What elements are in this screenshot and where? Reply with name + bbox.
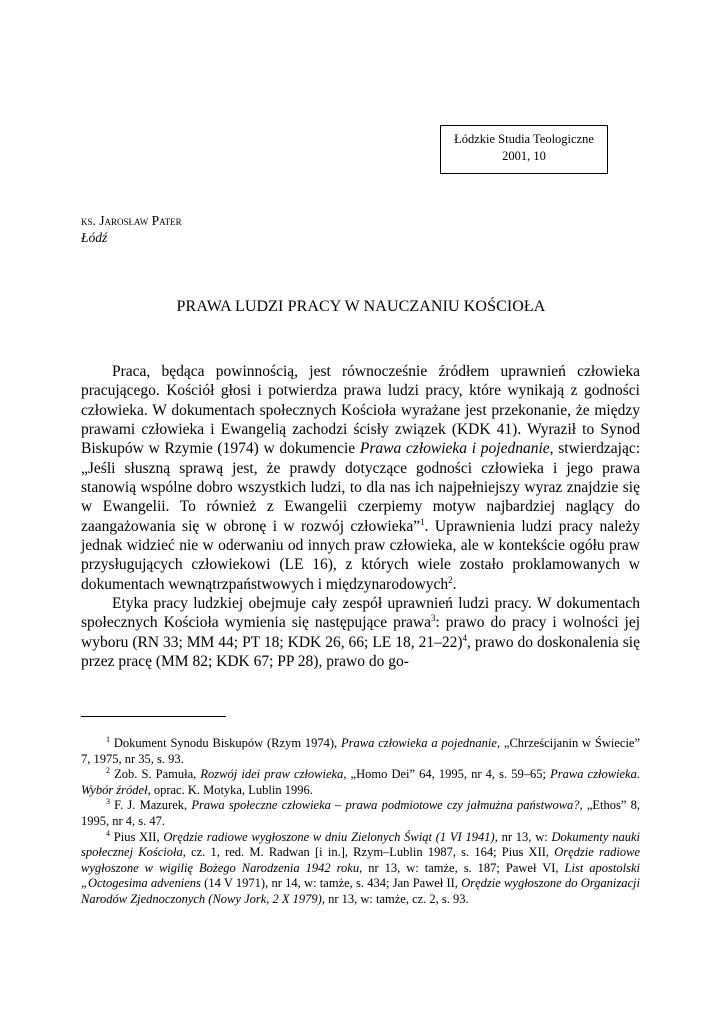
footnote-4-number: 4 (106, 828, 110, 838)
article-body (81, 362, 640, 672)
footnote-3-title: Prawa społeczne człowieka – prawa podmiotowe czy jałmużna państwowa? (191, 798, 580, 813)
journal-citation-box (440, 125, 608, 174)
journal-name: Łódzkie Studia Teologiczne (454, 132, 594, 146)
paragraph-1-text-b: , stwierdzając: „Jeśli słuszną sprawą jest, że prawdy dotyczące godności człowieka i jego prawa stanowią wspólne dobro wszystkich ludzi, to dla nas ich najpełniejszy wyraz znajdzie się w Ewangelii. To również z Ewangelii czerpiemy motyw najbardziej naglący do zaangażowania się w obronę i w rozwój człowieka” (81, 440, 641, 535)
footnote-2-text-c: , oprac. K. Motyka, Lublin 1996. (147, 782, 313, 797)
paragraph-1-text-d: . (452, 575, 457, 593)
author-place: Łódź (81, 230, 108, 245)
author-block (81, 212, 182, 246)
journal-year-issue: 2001, 10 (502, 149, 546, 163)
paragraph-1-document-title: Prawa człowieka i pojednanie (359, 440, 550, 458)
paragraph-2-text-a: Etyka pracy ludzkiej obejmuje cały zespół uprawnień ludzi pracy. W dokumentach społecznych Kościoła wymienia się następujące prawa (81, 595, 640, 632)
footnotes (81, 736, 640, 908)
footnote-4-text-b: , nr 13, w: (494, 829, 552, 844)
footnote-separator (81, 716, 226, 717)
footnote-4-text-d: , nr 13, w: tamże, s. 187; Paweł VI, (359, 860, 565, 875)
footnote-ref-3[interactable]: 3 (431, 613, 436, 624)
paragraph-1 (81, 362, 640, 594)
footnote-1-title: Prawa człowieka a pojednanie (341, 736, 497, 750)
footnote-ref-4[interactable]: 4 (462, 632, 467, 643)
paragraph-2 (81, 594, 640, 671)
paragraph-1-text-c: . Uprawnienia ludzi pracy należy jednak widzieć nie w oderwaniu od innych praw człowieka, ale w kontekście ogółu praw przysługujących człowiekowi (LE 16), z których wiele zostało proklamowanych w dokumentach wewnątrzpaństwowych i międzynarodowych (81, 517, 640, 593)
author-name-line (81, 212, 182, 229)
footnote-4-title-2: Dokumenty nauki społecznej Kościoła (81, 829, 640, 860)
footnote-2-title-2: Prawa człowieka. Wybór źródeł (81, 767, 640, 797)
footnote-4-title-3: Orędzie radiowe wygłoszone w wigilię Bożego Narodzenia 1942 roku (81, 845, 640, 875)
paragraph-2-text-b: : prawo do pracy i wolności jej wyboru (RN 33; MM 44; PT 18; KDK 26, 66; LE 18, 21–22) (81, 614, 641, 651)
footnote-ref-2[interactable]: 2 (448, 574, 453, 585)
footnote-2 (81, 767, 640, 798)
footnote-4-text-e: (14 V 1971), nr 14, w: tamże, s. 434; Jan Paweł II, (200, 876, 462, 891)
footnote-4-title-1: Orędzie radiowe wygłoszone w dniu Zielonych Świąt (1 VI 1941) (163, 829, 495, 844)
author-prefix: ks. (81, 213, 100, 228)
footnote-4-text-c: , cz. 1, red. M. Radwan [i in.], Rzym–Lublin 1987, s. 164; Pius XII, (182, 845, 555, 860)
footnote-3-number: 3 (106, 797, 110, 807)
footnote-3-text-a: F. J. Mazurek, (110, 798, 192, 813)
paragraph-2-text-c: , prawo do doskonalenia się przez pracę (MM 82; KDK 67; PP 28), prawo do go- (81, 633, 640, 671)
footnote-1-number: 1 (106, 734, 110, 744)
footnote-4-title-5: Orędzie wygłoszone do Organizacji Narodów Zjednoczonych (Nowy Jork, 2 X 1979) (81, 876, 640, 906)
footnote-2-text-a: Zob. S. Pamuła, (110, 767, 201, 782)
footnote-2-title-1: Rozwój idei praw człowieka (200, 767, 344, 782)
footnote-ref-1[interactable]: 1 (420, 516, 425, 527)
footnote-2-number: 2 (106, 766, 110, 776)
article-title: PRAWA LUDZI PRACY W NAUCZANIU KOŚCIOŁA (176, 298, 546, 315)
footnote-3 (81, 798, 640, 829)
footnote-2-text-b: , „Homo Dei” 64, 1995, nr 4, s. 59–65; (343, 767, 551, 782)
footnote-1-text-a: Dokument Synodu Biskupów (Rzym 1974), (110, 736, 342, 750)
footnote-3-text-b: , „Ethos” 8, 1995, nr 4, s. 47. (81, 798, 640, 828)
footnote-1 (81, 736, 640, 767)
footnote-4-text-f: , nr 13, w: tamże, cz. 2, s. 93. (321, 891, 469, 906)
author-name: Jarosław Pater (99, 213, 182, 228)
paragraph-1-text-a: Praca, będąca powinnością, jest równocześnie źródłem uprawnień człowieka pracującego. Kościół głosi i potwierdza prawa ludzi pracy, które wynikają z godności człowieka. W dokumentach społecznych Kościoła wyrażane jest przekonanie, że między prawami człowieka i Ewangelią zachodzi ścisły związek (KDK 41). Wyraził to Synod Biskupów w Rzymie (1974) w dokumencie (81, 363, 640, 458)
footnote-1-text-b: , „Chrześcijanin w Świecie” 7, 1975, nr 35, s. 93. (81, 736, 641, 766)
footnote-4-title-4: List apostolski „Octogesima adveniens (81, 860, 640, 891)
footnote-4-text-a: Pius XII, (110, 829, 164, 844)
footnote-4 (81, 830, 640, 908)
